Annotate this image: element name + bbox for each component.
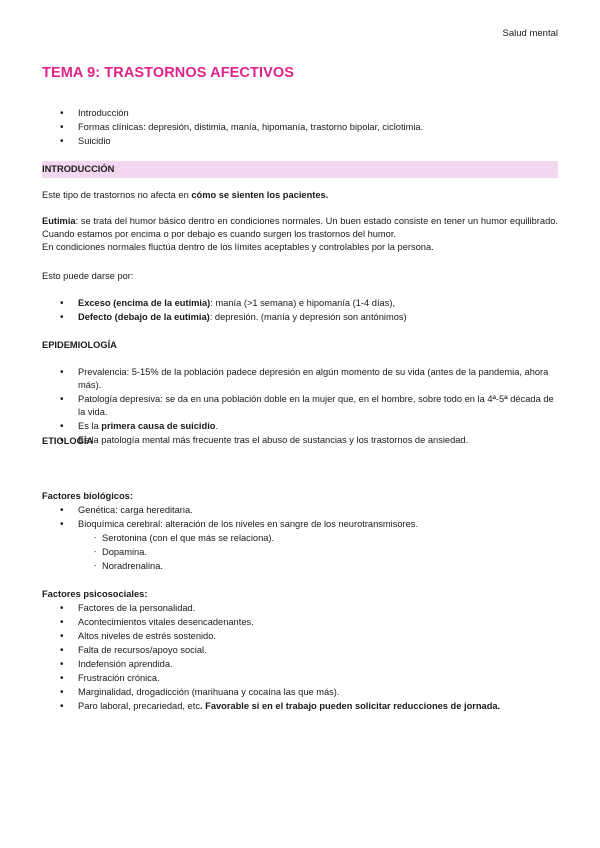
list-item: - Serotonina (con el que más se relaciona). [42, 532, 558, 545]
intro-paragraph-1 [42, 189, 558, 202]
list-item [42, 700, 558, 713]
text: : manía (>1 semana) e hipomanía (1-4 días), [210, 298, 396, 308]
list-item: • Falta de recursos/apoyo social. [42, 644, 558, 657]
text: : se trata del humor básico dentro en condiciones normales. Un buen estado consiste en tener un humor equilibrado. Cuando estamos por encima o por debajo es cuando surgen los trastornos del humor. [42, 216, 558, 239]
list-item [42, 311, 558, 324]
subheading-psicosociales: Factores psicosociales: [42, 589, 148, 599]
list-item: • Es la patología mental más frecuente tras el abuso de sustancias y los trastornos de ansiedad. [42, 434, 558, 447]
list-item: • Bioquímica cerebral: alteración de los niveles en sangre de los neurotransmisores. [42, 518, 558, 531]
list-item [42, 297, 558, 310]
running-header: Salud mental [502, 28, 558, 39]
list-item: • Acontecimientos vitales desencadenantes. [42, 616, 558, 629]
bold-text: primera causa de suicidio [101, 421, 216, 431]
intro-paragraph-4: Esto puede darse por: [42, 271, 134, 281]
section-heading-epidemiologia: EPIDEMIOLOGÍA [42, 340, 117, 350]
list-item: • Suicidio [42, 135, 558, 148]
subheading-biologicos: Factores biológicos: [42, 491, 133, 501]
list-item: • Indefensión aprendida. [42, 658, 558, 671]
toc-list [42, 107, 558, 149]
list-item: • Frustración crónica. [42, 672, 558, 685]
list-item [42, 420, 558, 433]
page-title: TEMA 9: TRASTORNOS AFECTIVOS [42, 65, 294, 81]
text: Paro laboral, precariedad, etc [78, 701, 200, 711]
term: Exceso (encima de la eutimia) [78, 298, 211, 308]
text: En condiciones normales fluctúa dentro de los límites aceptables y controlables por la persona. [42, 242, 434, 252]
list-item: • Prevalencia: 5-15% de la población padece depresión en algún momento de su vida (antes de la pandemia, ahora más). [42, 366, 558, 392]
text: : depresión. (manía y depresión son antónimos) [209, 312, 407, 322]
intro-list [42, 297, 558, 325]
list-item: • Marginalidad, drogadicción (marihuana y cocaína las que más). [42, 686, 558, 699]
intro-paragraph-2 [42, 215, 558, 254]
section-heading-intro: INTRODUCCIÓN [42, 161, 558, 178]
list-item: • Altos niveles de estrés sostenido. [42, 630, 558, 643]
bio-list [42, 504, 558, 574]
text: . [215, 421, 219, 431]
list-item: - Noradrenalina. [42, 560, 558, 573]
list-item: • Genética: carga hereditaria. [42, 504, 558, 517]
bold-text: cómo se sienten los pacientes. [191, 190, 329, 200]
bold-text: . Favorable si en el trabajo pueden solicitar reducciones de jornada. [199, 701, 501, 711]
list-item: • Factores de la personalidad. [42, 602, 558, 615]
term: Eutimia [42, 216, 76, 226]
text: Es la [78, 421, 102, 431]
term: Defecto (debajo de la eutimia) [78, 312, 210, 322]
section-heading-etiologia: ETIOLOGÍA [42, 436, 94, 446]
list-item: • Patología depresiva: se da en una población doble en la mujer que, en el hombre, sobre todo en la 4ª-5ª década de la vida. [42, 393, 558, 419]
list-item: • Formas clínicas: depresión, distimia, manía, hipomanía, trastorno bipolar, ciclotimia. [42, 121, 558, 134]
list-item: • Introducción [42, 107, 558, 120]
list-item: - Dopamina. [42, 546, 558, 559]
text: Este tipo de trastornos no afecta en [42, 190, 192, 200]
psy-list [42, 602, 558, 714]
